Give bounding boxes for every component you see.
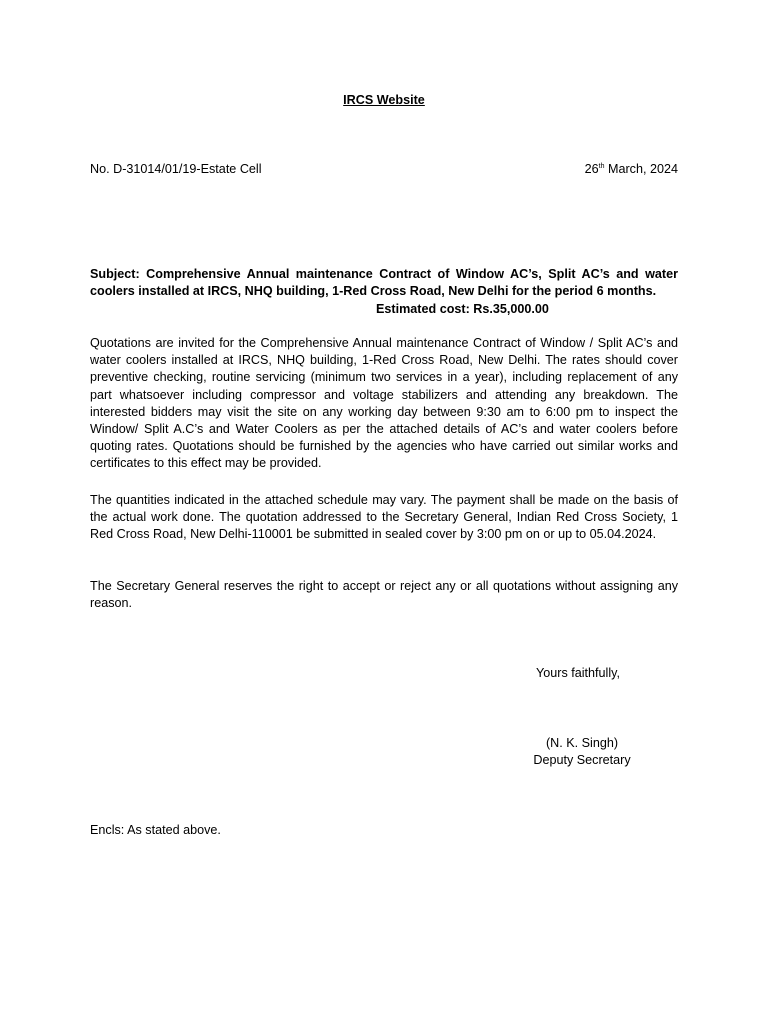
- body-paragraph-1: Quotations are invited for the Comprehensive Annual maintenance Contract of Window / Split AC’s and water coolers installed at IRCS, NHQ building, 1-Red Cross Road, New Delhi. The rates should cover preventive checking, routine servicing (minimum two services in a year), including replacement of any part whatsoever including compressor and voltage stabilizers and attending any breakdown. The interested bidders may visit the site on any working day between 9:30 am to 6:00 pm to inspect the Window/ Split A.C’s and Water Coolers as per the attached details of AC’s and water coolers before quoting rates. Quotations should be furnished by the agencies who have carried out similar works and certificates to this effect may be provided.: [90, 336, 678, 471]
- date-day: 26: [584, 162, 599, 176]
- reference-line: [90, 161, 678, 178]
- reference-date: [585, 161, 678, 178]
- closing-salutation: Yours faithfully,: [536, 666, 621, 680]
- date-rest: March, 2024: [604, 162, 678, 176]
- date-suffix: th: [598, 162, 605, 170]
- signatory-name: (N. K. Singh): [545, 736, 619, 750]
- document-heading: IRCS Website: [343, 93, 425, 107]
- subject-line: Subject: Comprehensive Annual maintenance Contract of Window AC’s, Split AC’s and water coolers installed at IRCS, NHQ building, 1-Red Cross Road, New Delhi for the period 6 months.: [90, 267, 678, 299]
- body-paragraph-3: The Secretary General reserves the right to accept or reject any or all quotations without assigning any reason.: [90, 579, 678, 611]
- signatory-designation: Deputy Secretary: [533, 753, 631, 768]
- body-paragraph-2: The quantities indicated in the attached schedule may vary. The payment shall be made on the basis of the actual work done. The quotation addressed to the Secretary General, Indian Red Cross Society, 1 Red Cross Road, New Delhi-110001 be submitted in sealed cover by 3:00 pm on or up to 05.04.2024.: [90, 493, 678, 542]
- reference-number: No. D-31014/01/19-Estate Cell: [90, 162, 262, 176]
- signature-block: [522, 735, 642, 769]
- enclosure-note: Encls: As stated above.: [90, 823, 221, 837]
- estimated-cost: Estimated cost: Rs.35,000.00: [376, 302, 549, 316]
